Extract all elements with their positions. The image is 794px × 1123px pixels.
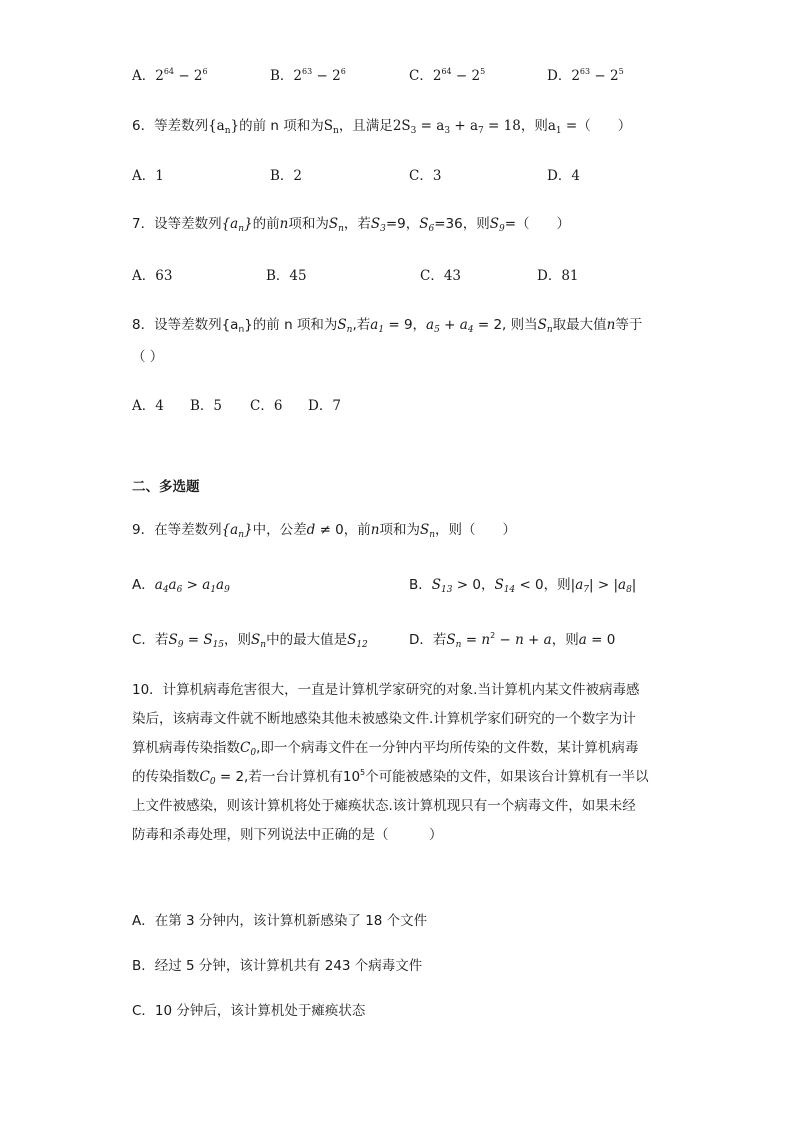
- q7-option-b: B．45: [266, 268, 307, 284]
- q8-text-4: ，: [412, 317, 427, 333]
- q9-option-a-label: A．: [132, 577, 155, 593]
- q10-line-4-pre: 的传染指数: [132, 769, 200, 785]
- q5-option-b: B．$2^{63} - 2^6$: [270, 67, 346, 84]
- q8-option-b: B．5: [190, 398, 223, 414]
- question-8: 8．设等差数列$\{a_n\}$的前 n 项和为$S_n$,若$a_1 = 9$，$a_5 + a_4 = 2$, 则当$S_n$取最大值n等于: [132, 317, 643, 335]
- q10-line-4-mid: 若一台计算机有: [248, 769, 343, 785]
- q10-line-3-post: ,即一个病毒文件在一分钟内平均所传染的文件数，某计算机病毒: [256, 740, 639, 756]
- q7-text-6: ，则: [462, 216, 490, 232]
- q9-option-d-label: D．若: [409, 632, 447, 648]
- question-6: 6．等差数列$\{a_n\}$的前 n 项和为$S_n$，且满足$2S_3 = a_3 + a_7 = 18$，则$a_1$ =（ ）: [132, 118, 632, 136]
- q6-text-2: 的前 n 项和为: [239, 118, 324, 134]
- q9-option-c-label: C．若: [132, 632, 169, 648]
- q7-text: 设等差数列: [154, 216, 222, 232]
- q10-option-c: C．10 分钟后，该计算机处于瘫痪状态: [132, 1003, 366, 1019]
- q7-option-c: C．43: [420, 268, 462, 284]
- q6-number: 6．: [132, 118, 155, 134]
- q7-text-3: 项和为: [288, 216, 329, 232]
- q6-option-a: A．1: [132, 168, 164, 184]
- question-9: 9．在等差数列$\{a_n\}$中，公差d ≠ 0，前n项和为$S_n$，则（ ）: [132, 522, 517, 540]
- q10-line-1: 10．计算机病毒危害很大，一直是计算机学家研究的对象.当计算机内某文件被病毒感: [132, 682, 640, 698]
- q6-option-c: C．3: [409, 168, 442, 184]
- q8-number: 8．: [132, 317, 155, 333]
- q6-text-4: ，则: [520, 118, 548, 134]
- q6-option-d: D．4: [547, 168, 580, 184]
- q9-blank: ，则（ ）: [435, 522, 517, 538]
- q10-option-a: A．在第 3 分钟内，该计算机新感染了 18 个文件: [132, 913, 428, 929]
- section-heading-multi-choice: 二、多选题: [132, 479, 200, 495]
- q10-line-3: 算机病毒传染指数$C_0$,即一个病毒文件在一分钟内平均所传染的文件数，某计算机病毒: [132, 740, 639, 758]
- q9-option-a: A．$a_4a_6 > a_1a_9$: [132, 577, 230, 595]
- q10-option-b: B．经过 5 分钟，该计算机共有 243 个病毒文件: [132, 958, 423, 974]
- q6-blank: （ ）: [577, 118, 632, 134]
- q9-option-c-text-2: 中的最大值是: [266, 632, 348, 648]
- q9-number: 9．: [132, 522, 155, 538]
- q9-option-b-sep: ，: [480, 577, 495, 593]
- q7-number: 7．: [132, 216, 155, 232]
- q10-line-2: 染后，该病毒文件就不断地感染其他未被感染文件.计算机学家们研究的一个数字为计: [132, 711, 636, 727]
- q8-option-d: D．7: [308, 398, 341, 414]
- q5-option-b-label: B．: [270, 68, 294, 84]
- q5-option-c: C．$2^{64} - 2^5$: [409, 67, 486, 84]
- q9-text: 在等差数列: [154, 522, 222, 538]
- q7-blank: （ ）: [516, 216, 571, 232]
- q9-option-b: B．$S_{13} > 0$，$S_{14} < 0$，则$|a_7| > |a_8|$: [409, 577, 637, 595]
- q9-option-c: C．若$S_9 = S_{15}$，则$S_n$中的最大值是$S_{12}$: [132, 632, 368, 650]
- q7-text-4: ，若: [343, 216, 371, 232]
- q7-option-d: D．81: [537, 268, 579, 284]
- q9-option-b-text: ，则: [543, 577, 571, 593]
- q5-option-d-label: D．: [547, 68, 572, 84]
- q8-text-5: , 则当: [502, 317, 538, 333]
- q6-text: 等差数列: [154, 118, 209, 134]
- q8-option-c: C．6: [250, 398, 283, 414]
- q10-line-4: 的传染指数$C_0 = 2$,若一台计算机有$10^5$个可能被感染的文件，如果该台计算机有一半以: [132, 768, 649, 787]
- q10-line-6: 防毒和杀毒处理，则下列说法中正确的是（ ）: [132, 827, 443, 843]
- q7-text-2: 的前: [252, 216, 280, 232]
- q9-option-b-label: B．: [409, 577, 432, 593]
- q10-line-5: 上文件被感染，则该计算机将处于瘫痪状态.该计算机现只有一个病毒文件，如果未经: [132, 798, 636, 814]
- q9-text-3: ，前: [343, 522, 371, 538]
- q5-option-d: D．$2^{63} - 2^5$: [547, 67, 624, 84]
- q5-option-a: A．$2^{64} - 2^6$: [132, 67, 208, 84]
- q7-text-5: ，: [405, 216, 420, 232]
- q9-text-2: 中，公差: [252, 522, 307, 538]
- q9-text-4: 项和为: [379, 522, 420, 538]
- q8-text-7: 等于: [615, 317, 643, 333]
- q8-text-2: }的前 n 项和为: [244, 317, 338, 333]
- q6-text-3: ，且满足: [338, 118, 393, 134]
- q9-option-d: D．若$S_n = n^2 - n + a$，则a = 0: [409, 631, 616, 650]
- question-10: [132, 676, 662, 850]
- q5-option-a-label: A．: [132, 68, 156, 84]
- q8-text: 设等差数列{a: [154, 317, 239, 333]
- q5-option-c-label: C．: [409, 68, 433, 84]
- q7-option-a: A．63: [132, 268, 173, 284]
- q9-option-d-text: ，则: [551, 632, 579, 648]
- q10-line-4-post: 个可能被感染的文件，如果该台计算机有一半以: [365, 769, 649, 785]
- q8-blank: （ ）: [132, 349, 164, 365]
- q6-option-b: B．2: [270, 168, 303, 184]
- q8-text-3: ,若: [352, 317, 371, 333]
- q10-line-3-pre: 算机病毒传染指数: [132, 740, 240, 756]
- q8-text-6: 取最大值: [552, 317, 607, 333]
- q8-option-a: A．4: [132, 398, 164, 414]
- q9-option-c-text: ，则: [224, 632, 252, 648]
- question-7: 7．设等差数列$\{a_n\}$的前n项和为$S_n$，若$S_3=9$，$S_6=36$，则$S_9=$（ ）: [132, 216, 571, 234]
